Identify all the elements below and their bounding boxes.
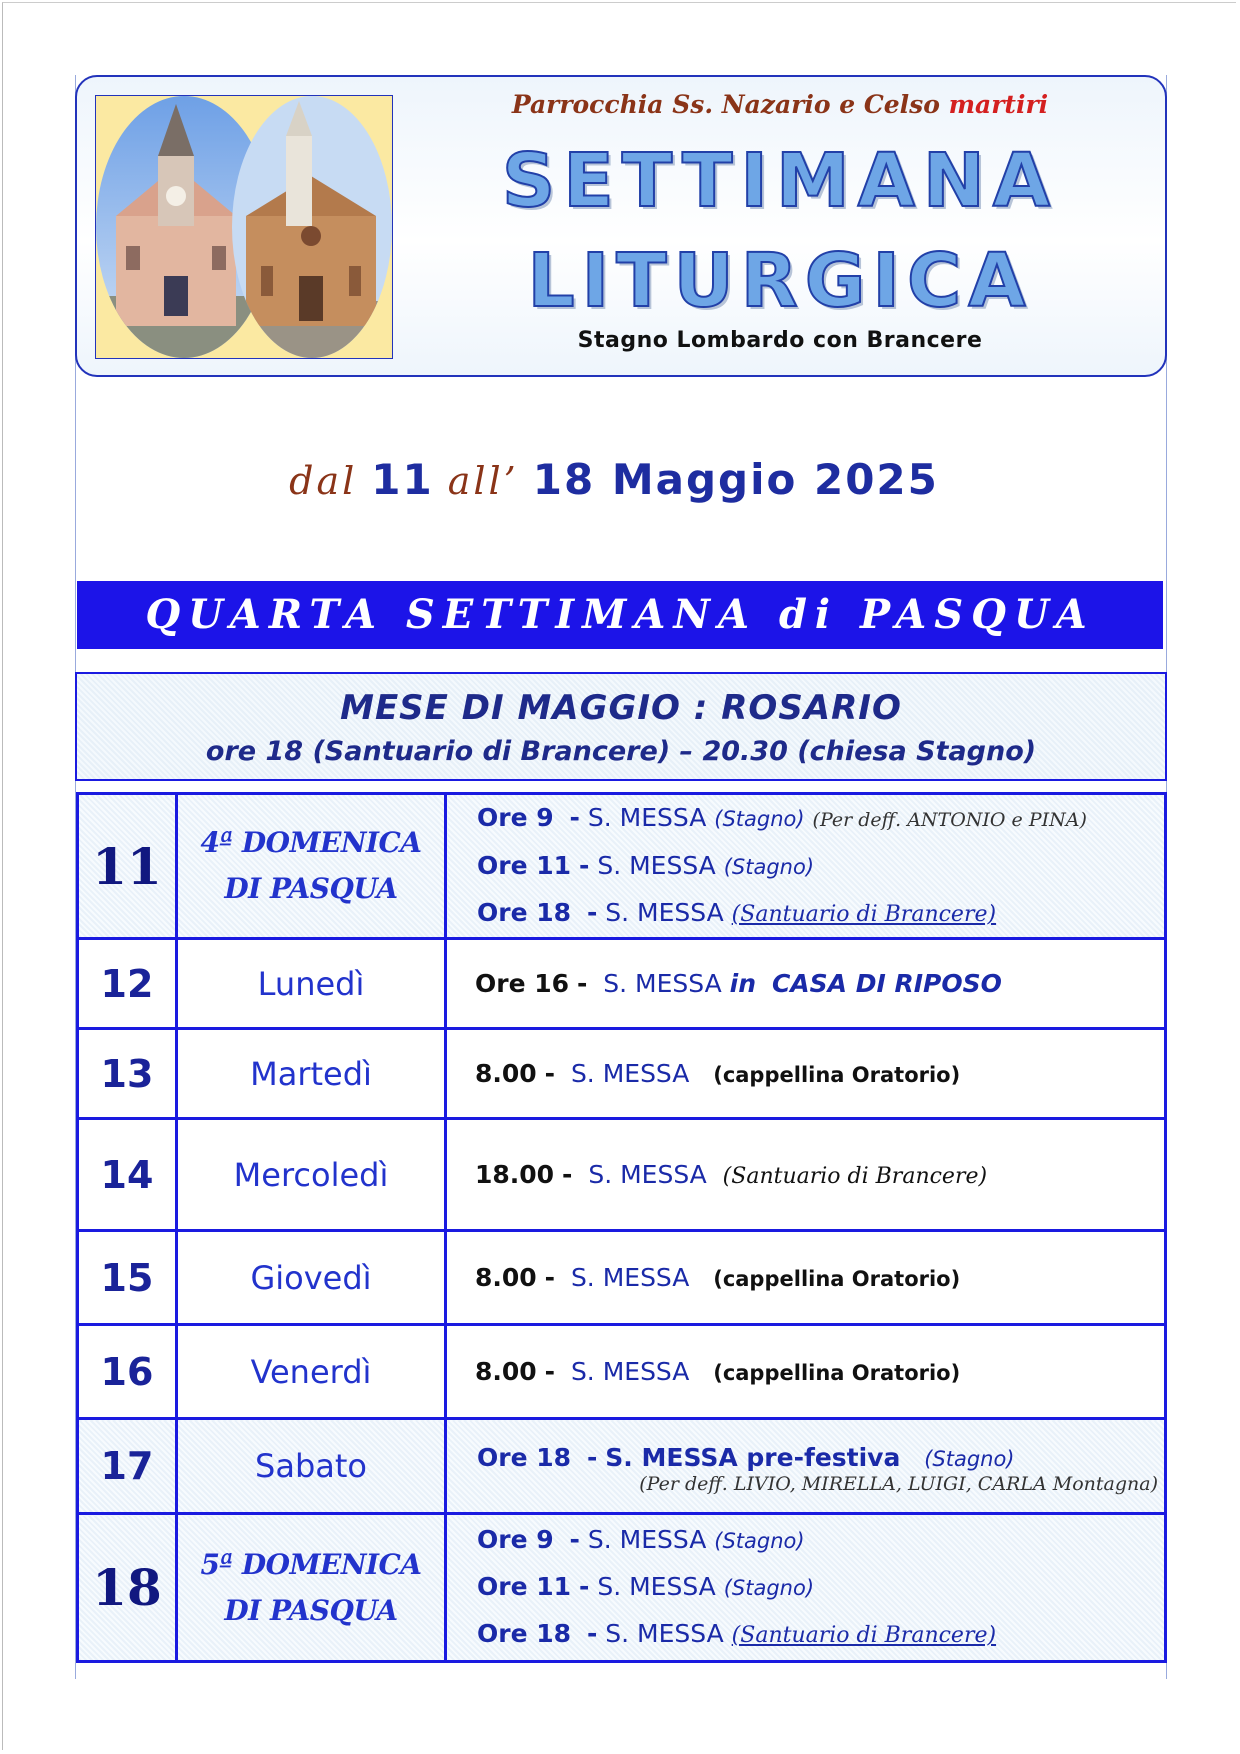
event-name: S. MESSA: [597, 851, 716, 880]
schedule-table: [76, 792, 1167, 1663]
event-place: (Stagno): [714, 1529, 805, 1553]
event-sep: -: [544, 1059, 556, 1088]
schedule-row-14: [78, 1119, 1166, 1231]
event-sep: -: [586, 898, 598, 927]
event-line: [477, 890, 1164, 937]
event-time: 18.00: [475, 1160, 555, 1189]
day-name: Giovedì: [177, 1231, 446, 1325]
event-name: S. MESSA: [570, 1059, 690, 1088]
day-events: [446, 1514, 1166, 1662]
schedule-row-11: [78, 794, 1166, 939]
day-name-line2: DI PASQUA: [224, 872, 398, 905]
event-line: [477, 1611, 1164, 1658]
day-name-line1: 4ª DOMENICA: [200, 826, 422, 859]
event-place: (Santuario di Brancere): [731, 1623, 997, 1648]
churches-photo: [95, 95, 393, 359]
day-events: [446, 1419, 1166, 1514]
event-place: (Stagno): [714, 807, 805, 831]
event-time: Ore 16: [475, 969, 570, 998]
event-sep: -: [578, 1572, 590, 1601]
event-name: S. MESSA: [605, 1619, 724, 1648]
parish-name: [400, 90, 1160, 119]
day-name-line2: DI PASQUA: [224, 1593, 398, 1627]
event-name: S. MESSA: [587, 803, 707, 832]
event-sep: -: [586, 1619, 598, 1648]
event-place: (Santuario di Brancere): [731, 902, 997, 927]
date-range: [75, 455, 1167, 504]
date-to-date: 18 Maggio 2025: [532, 455, 939, 504]
event-name: S. MESSA: [570, 1263, 690, 1292]
event-extra: CASA DI RIPOSO: [771, 969, 1002, 998]
place-subtitle: Stagno Lombardo con Brancere: [577, 328, 983, 353]
title-line-1: SETTIMANA: [501, 138, 1059, 224]
event-time: 8.00: [475, 1059, 537, 1088]
event-time: Ore 18: [477, 1442, 572, 1472]
date-from-day: 11: [371, 455, 434, 504]
day-name: Martedì: [177, 1029, 446, 1119]
event-name: S. MESSA: [570, 1357, 690, 1386]
event-place: (cappellina Oratorio): [713, 1361, 961, 1385]
event-note: (Per deff. ANTONIO e PINA): [812, 809, 1087, 831]
event-time: Ore 11: [477, 1572, 572, 1601]
day-number: 16: [78, 1325, 177, 1419]
event-sep: -: [578, 851, 590, 880]
event-sep: -: [569, 1525, 580, 1554]
day-events: [446, 939, 1166, 1029]
event-name: S. MESSA: [587, 1525, 707, 1554]
schedule-row-15: [78, 1231, 1166, 1325]
rosary-box: [75, 672, 1167, 781]
day-name: [177, 1514, 446, 1662]
event-time: Ore 18: [477, 898, 572, 927]
day-number: 15: [78, 1231, 177, 1325]
event-name: S. MESSA pre-festiva: [605, 1442, 901, 1472]
event-place: (Stagno): [723, 855, 815, 879]
event-place: (cappellina Oratorio): [713, 1267, 961, 1291]
day-name: [177, 794, 446, 939]
event-name: S. MESSA: [597, 1572, 716, 1601]
event-sep: -: [544, 1357, 556, 1386]
event-sep: -: [569, 803, 580, 832]
day-events: [446, 1325, 1166, 1419]
event-time: Ore 9: [477, 1525, 554, 1554]
event-line: [477, 1564, 1164, 1611]
schedule-row-16: [78, 1325, 1166, 1419]
day-number: 13: [78, 1029, 177, 1119]
rosary-title: MESE DI MAGGIO : ROSARIO: [340, 688, 902, 728]
schedule-row-12: [78, 939, 1166, 1029]
parish-name-main: Parrocchia Ss. Nazario e Celso: [511, 90, 940, 119]
day-events: [446, 1119, 1166, 1231]
day-number: 17: [78, 1419, 177, 1514]
event-sep: -: [576, 969, 588, 998]
event-line: [477, 843, 1164, 890]
event-time: Ore 9: [477, 803, 554, 832]
event-place: (Santuario di Brancere): [722, 1164, 988, 1189]
event-line: [477, 795, 1164, 843]
day-name-line1: 5ª DOMENICA: [200, 1547, 422, 1581]
day-number: 12: [78, 939, 177, 1029]
schedule-row-18: [78, 1514, 1166, 1662]
day-name: Mercoledì: [177, 1119, 446, 1231]
event-time: Ore 11: [477, 851, 572, 880]
day-events: [446, 1231, 1166, 1325]
date-from-word: dal: [289, 459, 358, 503]
event-sep: -: [544, 1263, 556, 1292]
title-line-2: LITURGICA: [527, 238, 1033, 324]
date-to-word: all’: [447, 459, 519, 503]
event-time: 8.00: [475, 1263, 537, 1292]
day-number: 11: [78, 794, 177, 939]
event-name: S. MESSA: [603, 969, 722, 998]
event-time: 8.00: [475, 1357, 537, 1386]
event-extra-in: in: [729, 969, 757, 998]
day-number: 14: [78, 1119, 177, 1231]
schedule-row-17: [78, 1419, 1166, 1514]
event-place: (Stagno): [924, 1446, 1015, 1471]
event-place: (cappellina Oratorio): [713, 1063, 961, 1087]
day-number: 18: [78, 1514, 177, 1662]
parish-name-suffix: martiri: [948, 90, 1049, 119]
event-place: (Stagno): [723, 1576, 815, 1600]
day-name: Venerdì: [177, 1325, 446, 1419]
rosary-times: ore 18 (Santuario di Brancere) – 20.30 (chiesa Stagno): [205, 736, 1037, 767]
schedule-row-13: [78, 1029, 1166, 1119]
event-line: [477, 1517, 1164, 1564]
event-name: S. MESSA: [588, 1160, 707, 1189]
day-events: [446, 1029, 1166, 1119]
day-events: [446, 794, 1166, 939]
event-sep: -: [562, 1160, 573, 1189]
day-name: Sabato: [177, 1419, 446, 1514]
event-sep: -: [586, 1442, 598, 1472]
day-name: Lunedì: [177, 939, 446, 1029]
event-time: Ore 18: [477, 1619, 572, 1648]
event-note: (Per deff. LIVIO, MIRELLA, LUIGI, CARLA Montagna): [639, 1472, 1158, 1495]
season-banner: QUARTA SETTIMANA di PASQUA: [77, 581, 1163, 649]
event-name: S. MESSA: [605, 898, 724, 927]
